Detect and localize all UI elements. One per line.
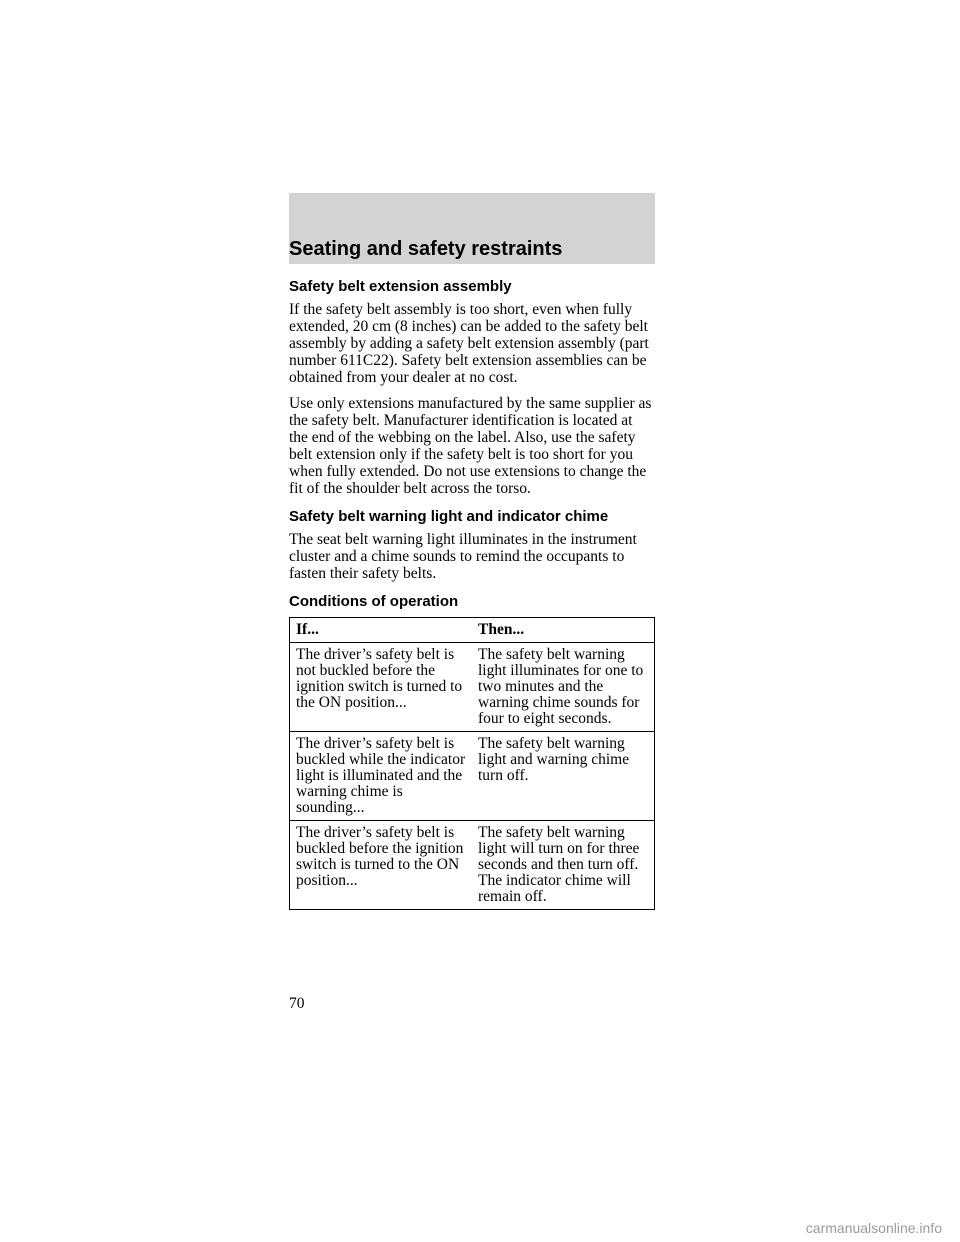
table-row xyxy=(290,643,655,732)
table-row xyxy=(290,732,655,821)
conditions-table xyxy=(289,617,655,910)
page-number: 70 xyxy=(289,995,305,1012)
section-title: Seating and safety restraints xyxy=(289,238,563,260)
table-cell-condition: The driver’s safety belt is not buckled before the ignition switch is turned to the ON position... xyxy=(290,643,473,732)
paragraph-extension-1: If the safety belt assembly is too short, even when fully extended, 20 cm (8 inches) can be added to the safety belt assembly by adding a safety belt extension assembly (part number 611C22). Safety belt extension assemblies can be obtained from your dealer at no cost. xyxy=(289,301,649,386)
paragraph-warning-light: The seat belt warning light illuminates in the instrument cluster and a chime sounds to remind the occupants to fasten their safety belts. xyxy=(289,531,637,582)
column-header-if: If... xyxy=(290,618,473,643)
paragraph-extension-2: Use only extensions manufactured by the same supplier as the safety belt. Manufacturer identification is located at the end of the webbing on the label. Also, use the safety belt extension only if the safety belt is too short for you when fully extended. Do not use extensions to change the fit of the shoulder belt across the torso. xyxy=(289,395,652,497)
table-cell-result: The safety belt warning light and warning chime turn off. xyxy=(472,732,655,821)
table-cell-condition: The driver’s safety belt is buckled while the indicator light is illuminated and the warning chime is sounding... xyxy=(290,732,473,821)
heading-conditions: Conditions of operation xyxy=(289,593,459,610)
table-header-row xyxy=(290,618,655,643)
table-cell-condition: The driver’s safety belt is buckled before the ignition switch is turned to the ON position... xyxy=(290,821,473,910)
heading-extension-assembly: Safety belt extension assembly xyxy=(289,278,512,295)
site-watermark: carmanualsonline.info xyxy=(805,1220,942,1236)
section-header-band xyxy=(289,193,655,264)
page-content xyxy=(289,278,655,910)
heading-warning-light: Safety belt warning light and indicator chime xyxy=(289,508,609,525)
table-cell-result: The safety belt warning light will turn on for three seconds and then turn off. The indicator chime will remain off. xyxy=(472,821,655,910)
column-header-then: Then... xyxy=(472,618,655,643)
table-cell-result: The safety belt warning light illuminates for one to two minutes and the warning chime sounds for four to eight seconds. xyxy=(472,643,655,732)
table-row xyxy=(290,821,655,910)
